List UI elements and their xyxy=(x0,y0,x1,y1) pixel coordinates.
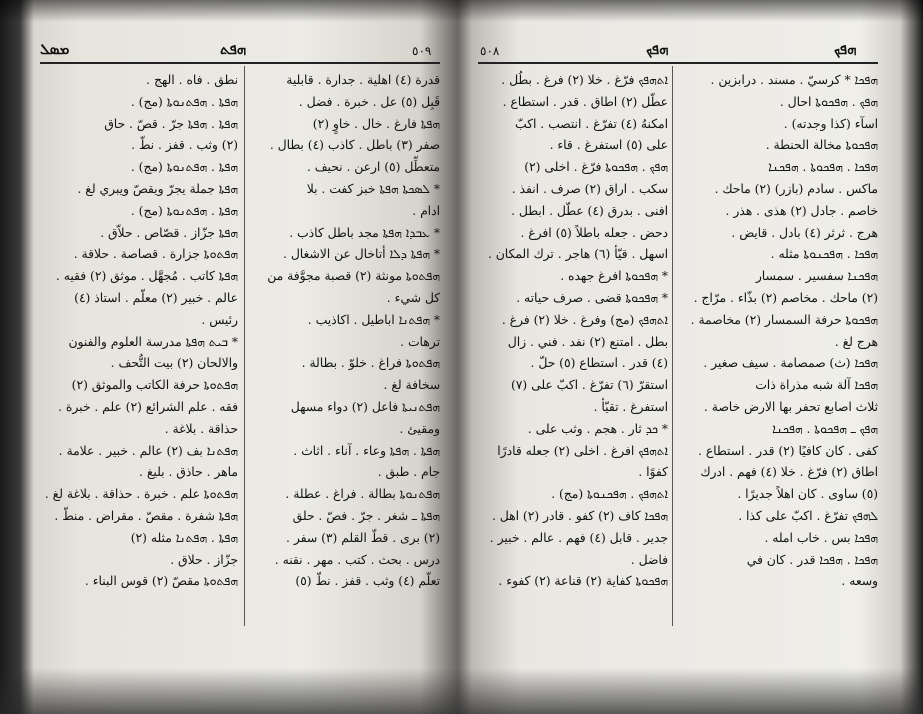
dictionary-line: هرج . ثرثر (٤) بادل . قايض . xyxy=(731,225,878,240)
dictionary-line: والالحان (٢) بيت التُّحف . xyxy=(110,356,238,371)
right-page-column-right xyxy=(680,70,878,593)
dictionary-line: تعلّم (٤) وثب . قفز . نطّ (٥) xyxy=(295,574,440,589)
dictionary-line: ܐܬܗܦܟ (مج) وفرغ . خلا (٢) فرغ . xyxy=(501,312,668,327)
dictionary-line: * ܗܦܟܘܬܐ افرغ جهده . xyxy=(560,269,668,284)
dictionary-line: قَبِل (٥) عل . خبرة . فضل . xyxy=(298,94,440,109)
right-page-header xyxy=(478,36,878,62)
dictionary-line: ܗܦܟܐ . ܗܦܟܐ قدر . كان في xyxy=(746,552,878,567)
right-column-divider xyxy=(672,66,673,626)
right-outer-headword: ܗܦܟ xyxy=(834,40,857,58)
dictionary-line: ܗܦܟܐ . ܗܦܟܘܬܐ . ܗܦܟܢܐ xyxy=(768,160,878,175)
dictionary-line: عالم . خبير (٢) معلّم . استاذ (٤) xyxy=(74,290,238,305)
dictionary-line: ܗܦܬܘܬܐ مقصّ (٢) قوس البناء . xyxy=(84,574,238,589)
dictionary-line: رئيس . xyxy=(201,312,238,327)
dictionary-line: حذاقة . بلاغة . xyxy=(164,421,238,436)
left-page-number: ٥٠٩ xyxy=(412,44,432,58)
dictionary-line: ܗܦܬܐ . ܗܦܬܐ جرّ . قصّ . حاق xyxy=(104,116,238,131)
dictionary-line: ܗܦܟܘܬܐ كفاية (٢) قناعة (٢) كفوء . xyxy=(498,574,668,589)
left-header-rule xyxy=(40,62,440,64)
dictionary-line: ܗܦܬܐ . ܗܦܬܢܐ مثله (٢) xyxy=(130,530,238,545)
left-column-divider xyxy=(244,66,245,626)
dictionary-line: نطق . فاه . الهج . xyxy=(146,73,238,87)
dictionary-line: امكنهُ (٤) تفرّغ . انتصب . اكبّ xyxy=(515,116,668,131)
dictionary-line: ܗܦܟ ـ ܗܦܟܘܬܐ . ܗܦܟܢܐ xyxy=(772,421,878,436)
dictionary-line: ادام . xyxy=(412,203,440,218)
dictionary-line: ܗܦܟܐ * كرسيّ . مسند . درابزين . xyxy=(710,73,878,87)
dictionary-line: ماكس . سادم (بازر) (٢) ماحك . xyxy=(714,181,878,196)
right-header-rule xyxy=(478,62,878,64)
right-page xyxy=(478,0,878,714)
dictionary-line: (٤) قدر . استطاع (٥) حلّ . xyxy=(530,356,668,371)
dictionary-line: ܗܦܟܐ بس . خاب امله . xyxy=(764,530,878,545)
dictionary-line: جام . طبق . xyxy=(377,465,440,480)
dictionary-line: ماهر . حاذق . بليغ . xyxy=(139,465,238,480)
dictionary-line: ܗܦܟ . ܗܦܟܘܬܐ فرّغ . اخلى (٢) xyxy=(524,160,668,175)
dictionary-line: اسآء (كذا وجدته) . xyxy=(783,116,878,131)
dictionary-line: * ܠܣܟܬܐ ܗܦܬܐ خبز كفت . بلا xyxy=(306,181,440,196)
dictionary-line: ܐܬܗܦܟ . ܗܦܟܢܘܬܐ (مج) . xyxy=(551,487,668,502)
left-page-header xyxy=(40,36,440,62)
dictionary-line: ܠܗܦܟ تفرّغ . اكبّ على كذا . xyxy=(738,508,878,523)
dictionary-line: ܗܦܟ . ܗܦܟܘܬܐ احال . xyxy=(779,94,878,109)
dictionary-line: دحض . جعله باطلاً (٥) افرغ . xyxy=(520,225,668,240)
dictionary-line: ܐܬܗܦܟ فرّغ . خلا (٢) فرغ . بطُل . xyxy=(501,73,668,87)
dictionary-line: استقرّ (٦) تفرّغ . اكبّ على (٧) xyxy=(510,378,668,393)
dictionary-line: كفى . كان كافيًا (٢) قدر . استطاع . xyxy=(698,443,878,458)
dictionary-line: كفوًا . xyxy=(638,465,668,480)
dictionary-line: * ܒܝܬ ܗܦܬܐ مدرسة العلوم والفنون xyxy=(68,334,238,349)
dictionary-line: (٢) برى . قطّ القلم (٣) سفر . xyxy=(286,530,440,545)
dictionary-line: فاضل . xyxy=(630,552,668,567)
dictionary-line: افنى . بدرق (٤) عطّل . ابطل . xyxy=(511,203,668,218)
dictionary-line: اطاق (٢) فرّغ . خلا (٤) فهم . ادرك xyxy=(700,465,878,480)
dictionary-line: ܗܦܟܐ (ث) صمصامة . سيف صغير . xyxy=(703,356,878,371)
dictionary-line: ܗܦܬܘܬܐ جزارة . قصاصة . حلاقة . xyxy=(73,247,238,262)
dictionary-line: (٥) ساوى . كان اهلاً جديرًا . xyxy=(737,487,878,502)
dictionary-line: عطّل (٢) اطاق . قدر . استطاع . xyxy=(502,94,668,109)
dictionary-line: ترهات . xyxy=(400,334,440,349)
right-page-number: ٥٠٨ xyxy=(480,44,500,58)
dictionary-line: ܗܦܟܐ كاف (٢) كفو . قادر (٢) اهل . xyxy=(491,508,668,523)
dictionary-line: سكب . اراق (٢) صرف . انفذ . xyxy=(511,181,668,196)
dictionary-line: فقه . علم الشرائع (٢) علم . خبرة . xyxy=(58,399,238,414)
dictionary-line: * ܗܦܬܢܐ اباطيل . اكاذيب . xyxy=(307,312,440,327)
dictionary-line: ܗܦܟܢܐ سفسير . سمسار xyxy=(755,269,878,284)
dictionary-line: كل شيء . xyxy=(386,290,440,305)
dictionary-line: ومقيئ . xyxy=(399,421,440,436)
dictionary-line: ܗܦܟܘܬܐ حرفة السمسار (٢) مخاصمة . xyxy=(690,312,878,327)
left-inner-headword: ܗܦܬ xyxy=(220,40,247,58)
dictionary-line: بطل . امتنع (٢) نفد . فني . زال xyxy=(507,334,668,349)
dictionary-line: ܗܦܬܘܬܐ علم . خبرة . حذاقة . بلاغة لغ . xyxy=(44,487,238,502)
dictionary-line: سخافة لغ . xyxy=(383,378,440,393)
dictionary-line: ܗܦܬܐ جزّاز . قصّاص . حلاّق . xyxy=(100,225,238,240)
dictionary-line: ܗܦܬܐ ـ شغر . جرّ . فصّ . حلق xyxy=(292,508,440,523)
dictionary-line: ܗܦܬܘܬܐ مونثة (٢) قصبة مجوَّفة من xyxy=(267,269,440,284)
dictionary-line: ܗܦܬܢܘܬܐ بطالة . فراغ . عطلة . xyxy=(285,487,440,502)
dictionary-line: ܗܦܬܢܐ بف (٢) عالم . خبير . علامة . xyxy=(58,443,238,458)
dictionary-line: * ܗܦܬܐ ܕܠܐ أتاخال عن الاشغال . xyxy=(283,247,440,262)
dictionary-line: خاصم . جادل (٢) هذى . هذر . xyxy=(725,203,878,218)
dictionary-line: وسعه . xyxy=(841,574,878,589)
dictionary-line: ܗܦܬܘܬܐ فراغ . خلوّ . بطالة . xyxy=(301,356,440,371)
dictionary-line: متعطِّل (٥) ارعن . نحيف . xyxy=(306,160,440,175)
dictionary-line: ܗܦܟܐ آلة شبه مذراة ذات xyxy=(755,378,878,393)
dictionary-line: (٢) وثب . قفز . نطّ . xyxy=(131,138,238,153)
dictionary-line: ܗܦܬܐ كاتب . مُجهَّل . موثق (٢) فقيه . xyxy=(55,269,238,284)
left-page xyxy=(40,0,440,714)
dictionary-line: * ܟܕ ثار . هجم . وثب على . xyxy=(527,421,668,436)
dictionary-line: ܗܦܬܐ . ܗܦܬܢܘܬܐ (مج) . xyxy=(130,160,238,175)
dictionary-line: ܗܦܬܐ شفرة . مقصّ . مقراض . منطّ . xyxy=(54,508,238,523)
dictionary-line: * ܥܒܕܐ ܗܦܬܐ مجد باطل كاذب . xyxy=(289,225,440,240)
left-page-column-right xyxy=(250,70,440,593)
dictionary-line: جدير . قابل (٤) فهم . عالم . خبير . xyxy=(489,530,668,545)
dictionary-line: ܗܦܬܐ . ܗܦܬܢܘܬܐ (مج) . xyxy=(130,203,238,218)
dictionary-line: ܗܦܬܐ فارغ . خال . خاوٍ (٢) xyxy=(312,116,440,131)
dictionary-line: ܗܦܬܐ جملة يجرّ ويقصّ ويبري لغ . xyxy=(77,181,238,196)
right-inner-headword: ܗܦܟ xyxy=(646,40,669,58)
dictionary-line: على (٥) استفرغ . قاء . xyxy=(549,138,668,153)
dictionary-line: ܗܦܬܢܝܬܐ فاعل (٢) دواء مسهل xyxy=(290,399,440,414)
bottom-shadow xyxy=(0,668,923,714)
dictionary-line: ܐܬܗܦܟ افرغ . اخلى (٢) جعله قادرًا xyxy=(497,443,668,458)
dictionary-line: ܗܦܟܐ . ܗܦܟܢܘܬܐ مثله . xyxy=(770,247,878,262)
dictionary-line: قدرة (٤) اهلية . جدارة . قابلية xyxy=(286,73,440,87)
dictionary-line: ܗܦܬܐ . ܗܦܬܐ وعاء . آناء . اثاث . xyxy=(293,443,440,458)
dictionary-line: استفرغ . تقيّأ . xyxy=(593,399,668,414)
dictionary-line: هرج لغ . xyxy=(834,334,878,349)
dictionary-line: (٢) ماحك . مخاصم (٢) بذّاء . مرّاج . xyxy=(693,290,878,305)
left-page-column-left xyxy=(40,70,238,593)
dictionary-line: * ܗܦܟܘܬܐ قضى . صرف حياته . xyxy=(516,290,668,305)
dictionary-line: ܗܦܟܘܬܐ مخالة الحنطة . xyxy=(765,138,878,153)
dictionary-line: ثلاث اصابع تحفر بها الارض خاصة . xyxy=(703,399,878,414)
dictionary-line: صفر (٣) باطل . كاذب (٤) بطال . xyxy=(269,138,440,153)
dictionary-line: درس . بحث . كتب . مهر . نقنه . xyxy=(274,552,440,567)
left-outer-headword: ܡܣܠ xyxy=(40,40,70,58)
dictionary-line: ܗܦܬܐ . ܗܦܬܢܘܬܐ (مج) . xyxy=(130,94,238,109)
right-page-column-left xyxy=(478,70,668,593)
dictionary-line: اسهل . قيّأ (٦) هاجر . ترك المكان . xyxy=(487,247,668,262)
dictionary-line: ܗܦܬܘܬܐ حرفة الكاتب والموثق (٢) xyxy=(71,378,238,393)
dictionary-line: جزّاز . حلاق . xyxy=(170,552,238,567)
